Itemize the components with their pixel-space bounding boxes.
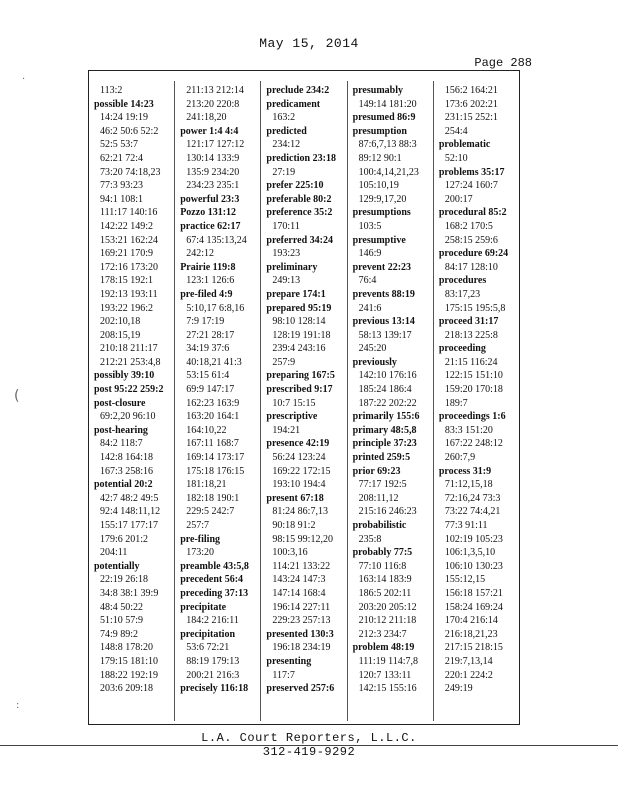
index-citation: 179:15 181:10 — [100, 655, 159, 667]
index-term: prediction 23:18 — [266, 152, 336, 164]
index-citation: 249:13 — [272, 275, 301, 287]
index-citation: 167:22 248:12 — [444, 438, 503, 450]
index-citation: 94:1 108:1 — [100, 193, 144, 205]
index-citation: 149:14 181:20 — [358, 98, 417, 110]
scan-mark: ( — [14, 388, 20, 404]
index-term: previously — [352, 356, 397, 368]
index-citation: 128:19 191:18 — [272, 329, 331, 341]
index-term: procedure 69:24 — [438, 248, 509, 260]
index-citation: 210:12 211:18 — [358, 615, 417, 627]
index-citation: 142:10 176:16 — [358, 370, 417, 382]
index-term: post-closure — [94, 397, 146, 409]
index-citation: 27:19 — [272, 166, 296, 178]
index-term: Prairie 119:8 — [180, 261, 236, 273]
index-term: post-hearing — [94, 424, 148, 436]
index-term: prescriptive — [266, 411, 318, 423]
index-citation: 84:17 128:10 — [444, 261, 498, 273]
index-citation: 212:21 253:4,8 — [100, 356, 161, 368]
index-citation: 212:3 234:7 — [358, 628, 407, 640]
index-citation: 51:10 57:9 — [100, 615, 144, 627]
index-term: problems 35:17 — [438, 166, 505, 178]
index-citation: 88:19 179:13 — [186, 655, 240, 667]
scan-mark: : — [16, 700, 20, 711]
index-citation: 204:11 — [100, 547, 128, 559]
index-citation: 53:6 72:21 — [186, 642, 230, 654]
index-citation: 200:21 216:3 — [186, 669, 240, 681]
index-term: prevent 22:23 — [352, 261, 412, 273]
index-citation: 77:3 93:23 — [100, 180, 144, 192]
index-citation: 173:6 202:21 — [444, 98, 498, 110]
index-citation: 184:2 216:11 — [186, 615, 239, 627]
index-citation: 187:22 202:22 — [358, 397, 417, 409]
index-citation: 178:15 192:1 — [100, 275, 154, 287]
index-citation: 194:21 — [272, 424, 301, 436]
index-term: predicted — [266, 125, 307, 137]
index-citation: 52:5 53:7 — [100, 139, 139, 151]
index-column — [260, 81, 346, 721]
index-citation: 73:22 74:4,21 — [444, 506, 501, 518]
index-citation: 163:14 183:9 — [358, 574, 412, 586]
index-term: presumably — [352, 85, 403, 96]
index-term: powerful 23:3 — [180, 193, 240, 205]
index-citation: 234:23 235:1 — [186, 180, 240, 192]
index-term: presumed 86:9 — [352, 112, 416, 124]
scan-mark: · — [22, 74, 26, 85]
index-term: probabilistic — [352, 520, 407, 531]
index-term: practice 62:17 — [180, 220, 241, 232]
index-term: preference 35:2 — [266, 207, 333, 219]
index-citation: 169:22 172:15 — [272, 465, 331, 477]
index-citation: 217:15 218:15 — [444, 642, 503, 654]
index-citation: 192:13 193:11 — [100, 288, 158, 300]
index-citation: 27:21 28:17 — [186, 329, 235, 341]
index-citation: 202:10,18 — [100, 316, 141, 328]
index-citation: 142:8 164:18 — [100, 452, 154, 464]
index-citation: 189:7 — [444, 397, 468, 409]
index-citation: 53:15 61:4 — [186, 370, 230, 382]
index-citation: 168:2 170:5 — [444, 220, 493, 232]
index-citation: 196:14 227:11 — [272, 601, 331, 613]
index-citation: 155:12,15 — [444, 574, 486, 586]
index-citation: 249:19 — [444, 683, 473, 695]
index-term: post 95:22 259:2 — [94, 384, 164, 396]
index-citation: 196:18 234:19 — [272, 642, 331, 654]
index-term: precipitation — [180, 628, 236, 640]
index-term: proceed 31:17 — [438, 316, 499, 328]
index-citation: 193:22 196:2 — [100, 302, 154, 314]
index-term: problem 48:19 — [352, 642, 415, 654]
index-citation: 241:18,20 — [186, 112, 227, 124]
index-citation: 155:17 177:17 — [100, 520, 159, 531]
index-citation: 213:20 220:8 — [186, 98, 240, 110]
index-term: pre-filing — [180, 533, 221, 545]
index-term: previous 13:14 — [352, 316, 415, 328]
index-term: presented 130:3 — [266, 628, 334, 640]
index-term: preclude 234:2 — [266, 85, 330, 96]
index-citation: 229:23 257:13 — [272, 615, 331, 627]
index-term: process 31:9 — [438, 465, 492, 477]
index-citation: 181:18,21 — [186, 479, 227, 491]
index-citation: 111:19 114:7,8 — [358, 655, 419, 667]
index-citation: 40:18,21 41:3 — [186, 356, 242, 368]
index-term: present 67:18 — [266, 492, 324, 504]
index-citation: 77:17 192:5 — [358, 479, 407, 491]
index-term: Pozzo 131:12 — [180, 207, 237, 219]
index-term: preferred 34:24 — [266, 234, 333, 246]
index-citation: 46:2 50:6 52:2 — [100, 125, 159, 137]
index-citation: 258:15 259:6 — [444, 234, 498, 246]
index-citation: 67:4 135:13,24 — [186, 234, 247, 246]
index-citation: 175:18 176:15 — [186, 465, 245, 477]
index-term: precisely 116:18 — [180, 683, 249, 695]
index-citation: 120:7 133:11 — [358, 669, 412, 681]
index-citation: 170:11 — [272, 220, 300, 232]
index-term: presumptions — [352, 207, 411, 219]
index-citation: 113:2 — [100, 85, 123, 96]
index-columns — [89, 81, 519, 721]
index-citation: 142:22 149:2 — [100, 220, 154, 232]
index-term: primarily 155:6 — [352, 411, 420, 423]
index-citation: 98:10 128:14 — [272, 316, 326, 328]
index-term: presumption — [352, 125, 407, 137]
index-citation: 242:12 — [186, 248, 214, 260]
index-term: presenting — [266, 655, 312, 667]
index-term: prepare 174:1 — [266, 288, 326, 300]
index-citation: 83:17,23 — [444, 288, 481, 300]
index-citation: 245:20 — [358, 343, 387, 355]
index-citation: 231:15 252:1 — [444, 112, 498, 124]
index-citation: 84:2 118:7 — [100, 438, 143, 450]
index-citation: 215:16 246:23 — [358, 506, 417, 518]
index-citation: 90:18 91:2 — [272, 520, 316, 531]
index-term: preserved 257:6 — [266, 683, 335, 695]
index-citation: 42:7 48:2 49:5 — [100, 492, 159, 504]
index-citation: 48:4 50:22 — [100, 601, 144, 613]
index-citation: 103:5 — [358, 220, 382, 232]
index-citation: 111:17 140:16 — [100, 207, 158, 219]
index-term: possible 14:23 — [94, 98, 154, 110]
index-citation: 241:6 — [358, 302, 382, 314]
footer-phone: 312-419-9292 — [262, 745, 356, 759]
index-term: preamble 43:5,8 — [180, 560, 249, 572]
index-citation: 73:20 74:18,23 — [100, 166, 161, 178]
footer-company: L.A. Court Reporters, L.L.C. — [201, 731, 417, 745]
index-citation: 114:21 133:22 — [272, 560, 331, 572]
index-term: predicament — [266, 98, 321, 110]
index-citation: 123:1 126:6 — [186, 275, 235, 287]
index-citation: 52:10 — [444, 152, 468, 164]
index-citation: 257:7 — [186, 520, 209, 531]
index-citation: 260:7,9 — [444, 452, 476, 464]
index-citation: 218:13 225:8 — [444, 329, 498, 341]
index-term: possibly 39:10 — [94, 370, 155, 382]
index-citation: 100:3,16 — [272, 547, 308, 559]
index-term: preliminary — [266, 261, 318, 273]
index-citation: 169:21 170:9 — [100, 248, 154, 260]
index-term: procedural 85:2 — [438, 207, 507, 219]
index-citation: 72:16,24 73:3 — [444, 492, 501, 504]
index-citation: 156:2 164:21 — [444, 85, 498, 96]
index-term: probably 77:5 — [352, 547, 413, 559]
index-column — [174, 81, 260, 721]
index-term: prescribed 9:17 — [266, 384, 333, 396]
index-citation: 193:10 194:4 — [272, 479, 326, 491]
index-citation: 69:2,20 96:10 — [100, 411, 156, 423]
index-citation: 169:14 173:17 — [186, 452, 245, 464]
index-citation: 89:12 90:1 — [358, 152, 402, 164]
index-citation: 159:20 170:18 — [444, 384, 503, 396]
index-citation: 71:12,15,18 — [444, 479, 493, 491]
index-citation: 122:15 151:10 — [444, 370, 503, 382]
index-column — [89, 81, 174, 721]
index-citation: 77:10 116:8 — [358, 560, 407, 572]
index-citation: 208:15,19 — [100, 329, 141, 341]
index-term: preferable 80:2 — [266, 193, 332, 205]
index-column — [347, 81, 433, 721]
index-term: proceedings 1:6 — [438, 411, 506, 423]
index-term: procedures — [438, 275, 487, 287]
footer-rule — [0, 745, 618, 746]
index-citation: 158:24 169:24 — [444, 601, 503, 613]
index-term: presumptive — [352, 234, 406, 246]
index-citation: 102:19 105:23 — [444, 533, 503, 545]
index-citation: 211:13 212:14 — [186, 85, 244, 96]
index-citation: 135:9 234:20 — [186, 166, 240, 178]
index-citation: 74:9 89:2 — [100, 628, 139, 640]
index-citation: 5:10,17 6:8,16 — [186, 302, 245, 314]
index-citation: 81:24 86:7,13 — [272, 506, 328, 518]
index-citation: 193:23 — [272, 248, 301, 260]
index-citation: 234:12 — [272, 139, 301, 151]
index-citation: 182:18 190:1 — [186, 492, 240, 504]
index-term: problematic — [438, 139, 491, 151]
index-citation: 229:5 242:7 — [186, 506, 235, 518]
index-citation: 105:10,19 — [358, 180, 399, 192]
index-citation: 121:17 127:12 — [186, 139, 245, 151]
index-citation: 170:4 216:14 — [444, 615, 498, 627]
index-citation: 239:4 243:16 — [272, 343, 326, 355]
index-citation: 58:13 139:17 — [358, 329, 412, 341]
index-citation: 179:6 201:2 — [100, 533, 149, 545]
index-citation: 10:7 15:15 — [272, 397, 316, 409]
index-term: pre-filed 4:9 — [180, 288, 233, 300]
index-citation: 167:3 258:16 — [100, 465, 154, 477]
index-citation: 147:14 168:4 — [272, 587, 326, 599]
index-term: proceeding — [438, 343, 486, 355]
index-citation: 175:15 195:5,8 — [444, 302, 506, 314]
index-citation: 235:8 — [358, 533, 382, 545]
index-citation: 129:9,17,20 — [358, 193, 407, 205]
index-citation: 203:20 205:12 — [358, 601, 417, 613]
index-term: power 1:4 4:4 — [180, 125, 239, 137]
index-citation: 167:11 168:7 — [186, 438, 239, 450]
index-term: precedent 56:4 — [180, 574, 244, 586]
index-citation: 163:20 164:1 — [186, 411, 240, 423]
index-term: primary 48:5,8 — [352, 424, 417, 436]
index-citation: 143:24 147:3 — [272, 574, 326, 586]
index-table — [88, 70, 520, 725]
index-term: principle 37:23 — [352, 438, 417, 450]
index-citation: 62:21 72:4 — [100, 152, 144, 164]
index-citation: 21:15 116:24 — [444, 356, 498, 368]
index-citation: 130:14 133:9 — [186, 152, 240, 164]
index-citation: 100:4,14,21,23 — [358, 166, 419, 178]
index-citation: 34:19 37:6 — [186, 343, 230, 355]
index-citation: 188:22 192:19 — [100, 669, 159, 681]
index-citation: 76:4 — [358, 275, 377, 287]
index-citation: 219:7,13,14 — [444, 655, 493, 667]
index-citation: 7:9 17:19 — [186, 316, 225, 328]
index-term: prefer 225:10 — [266, 180, 324, 192]
header-date: May 15, 2014 — [259, 36, 359, 51]
index-citation: 98:15 99:12,20 — [272, 533, 333, 545]
index-citation: 185:24 186:4 — [358, 384, 412, 396]
index-citation: 87:6,7,13 88:3 — [358, 139, 417, 151]
index-citation: 106:10 130:23 — [444, 560, 503, 572]
index-citation: 22:19 26:18 — [100, 574, 149, 586]
index-citation: 153:21 162:24 — [100, 234, 159, 246]
index-term: preparing 167:5 — [266, 370, 335, 382]
index-citation: 173:20 — [186, 547, 214, 559]
index-citation: 34:8 38:1 39:9 — [100, 587, 159, 599]
index-citation: 203:6 209:18 — [100, 683, 154, 695]
index-term: precipitate — [180, 601, 227, 613]
index-citation: 106:1,3,5,10 — [444, 547, 496, 559]
index-citation: 146:9 — [358, 248, 382, 260]
index-citation: 163:2 — [272, 112, 296, 124]
index-citation: 156:18 157:21 — [444, 587, 503, 599]
index-citation: 200:17 — [444, 193, 473, 205]
index-citation: 117:7 — [272, 669, 295, 681]
index-citation: 92:4 148:11,12 — [100, 506, 161, 518]
index-term: presence 42:19 — [266, 438, 330, 450]
index-term: potential 20:2 — [94, 479, 153, 491]
index-citation: 148:8 178:20 — [100, 642, 154, 654]
index-citation: 257:9 — [272, 356, 296, 368]
index-term: prepared 95:19 — [266, 302, 332, 314]
index-citation: 216:18,21,23 — [444, 628, 498, 640]
index-term: preceding 37:13 — [180, 587, 249, 599]
index-citation: 127:24 160:7 — [444, 180, 498, 192]
index-term: prior 69:23 — [352, 465, 401, 477]
index-citation: 83:3 151:20 — [444, 424, 493, 436]
index-citation: 14:24 19:19 — [100, 112, 149, 124]
index-term: potentially — [94, 560, 140, 572]
index-citation: 220:1 224:2 — [444, 669, 493, 681]
index-citation: 162:23 163:9 — [186, 397, 240, 409]
index-term: prevents 88:19 — [352, 288, 415, 300]
index-citation: 210:18 211:17 — [100, 343, 158, 355]
index-citation: 186:5 202:11 — [358, 587, 412, 599]
page-number: Page 288 — [474, 56, 532, 70]
index-citation: 69:9 147:17 — [186, 384, 235, 396]
index-citation: 254:4 — [444, 125, 468, 137]
index-citation: 56:24 123:24 — [272, 452, 326, 464]
index-citation: 208:11,12 — [358, 492, 399, 504]
index-citation: 77:3 91:11 — [444, 520, 488, 531]
index-term: printed 259:5 — [352, 452, 411, 464]
index-column — [433, 81, 519, 721]
index-citation: 142:15 155:16 — [358, 683, 417, 695]
index-citation: 164:10,22 — [186, 424, 227, 436]
index-citation: 172:16 173:20 — [100, 261, 159, 273]
